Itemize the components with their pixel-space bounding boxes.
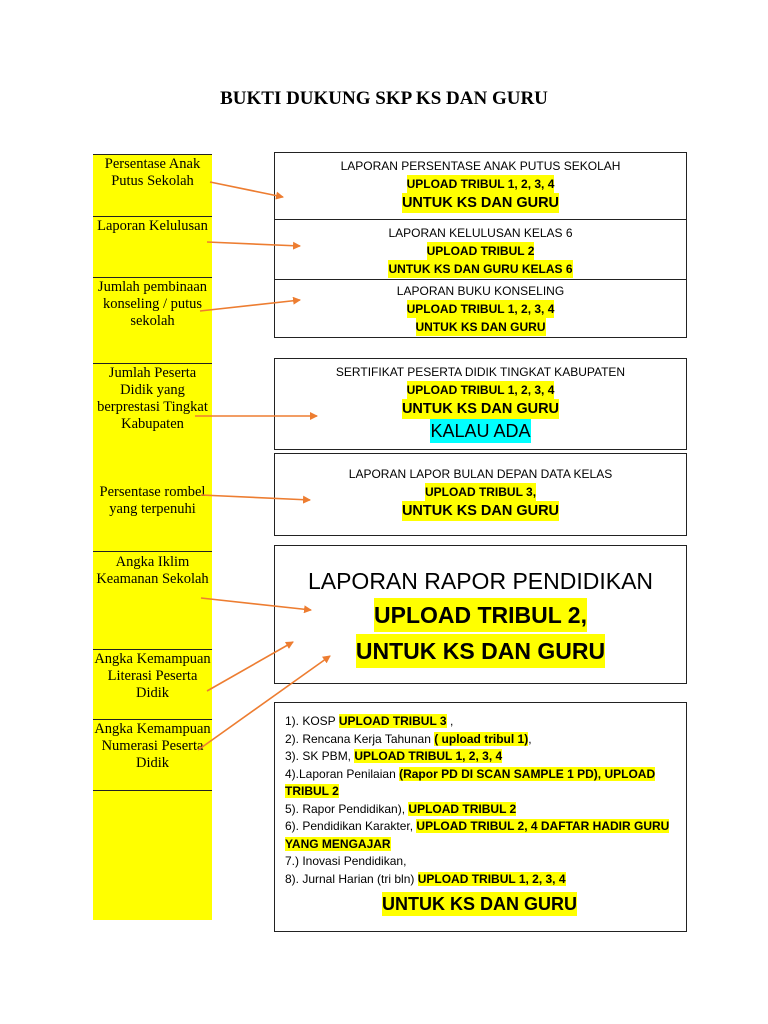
upload-label: UPLOAD TRIBUL 2,	[374, 598, 587, 632]
list-item: 5). Rapor Pendidikan), UPLOAD TRIBUL 2	[285, 801, 517, 816]
left-item-konseling: Jumlah pembinaan konseling / putus sekolah	[93, 277, 212, 363]
page-title: BUKTI DUKUNG SKP KS DAN GURU	[220, 88, 548, 109]
box-title: LAPORAN BUKU KONSELING	[396, 284, 565, 298]
box-title: LAPORAN LAPOR BULAN DEPAN DATA KELAS	[348, 467, 613, 481]
audience-label: UNTUK KS DAN GURU	[415, 320, 546, 334]
box-title: LAPORAN RAPOR PENDIDIKAN	[307, 568, 654, 594]
upload-label: UPLOAD TRIBUL 2	[426, 244, 535, 258]
arrow-iklim-keamanan	[201, 598, 311, 610]
arrow-kelulusan	[207, 242, 300, 246]
box-title: LAPORAN KELULUSAN KELAS 6	[388, 226, 573, 240]
arrow-numerasi	[198, 656, 330, 750]
note-label: KALAU ADA	[430, 421, 531, 441]
audience-label: UNTUK KS DAN GURU	[401, 503, 560, 519]
arrow-literasi	[207, 642, 293, 691]
final-audience-label: UNTUK KS DAN GURU	[382, 894, 577, 914]
upload-label: UPLOAD TRIBUL 1, 2, 3, 4	[406, 177, 555, 191]
list-item: 8). Jurnal Harian (tri bln) UPLOAD TRIBUL 1, 2, 3, 4	[285, 871, 566, 886]
list-item: 4).Laporan Penilaian (Rapor PD DI SCAN SAMPLE 1 PD), UPLOAD TRIBUL 2	[285, 766, 656, 798]
audience-label: UNTUK KS DAN GURU	[401, 195, 560, 211]
list-item: 6). Pendidikan Karakter, UPLOAD TRIBUL 2, 4 DAFTAR HADIR GURU YANG MENGAJAR	[285, 819, 670, 851]
arrow-putus-sekolah	[210, 182, 283, 197]
left-item-numerasi: Angka Kemampuan Numerasi Peserta Didik	[93, 719, 212, 791]
upload-label: UPLOAD TRIBUL 1, 2, 3, 4	[406, 302, 555, 316]
box-title: SERTIFIKAT PESERTA DIDIK TINGKAT KABUPATEN	[335, 365, 626, 379]
audience-label: UNTUK KS DAN GURU	[356, 634, 605, 668]
arrow-konseling	[200, 300, 300, 311]
audience-label: UNTUK KS DAN GURU	[401, 401, 560, 417]
list-item: 1). KOSP UPLOAD TRIBUL 3 ,	[285, 714, 454, 728]
left-item-literasi: Angka Kemampuan Literasi Peserta Didik	[93, 649, 212, 719]
upload-label: UPLOAD TRIBUL 1, 2, 3, 4	[406, 383, 555, 397]
left-item-iklim-keamanan: Angka Iklim Keamanan Sekolah	[93, 551, 212, 649]
left-item-kelulusan: Laporan Kelulusan	[93, 216, 212, 277]
upload-label: UPLOAD TRIBUL 3,	[424, 485, 537, 499]
left-item-berprestasi: Jumlah Peserta Didik yang berprestasi Tingkat Kabupaten	[93, 363, 212, 465]
arrow-rombel	[201, 495, 310, 500]
list-item: 7.) Inovasi Pendidikan,	[285, 854, 407, 868]
list-item: 2). Rencana Kerja Tahunan ( upload tribul 1),	[285, 731, 532, 746]
list-item: 3). SK PBM, UPLOAD TRIBUL 1, 2, 3, 4	[285, 749, 503, 763]
left-item-rombel: Persentase rombel yang terpenuhi	[99, 484, 206, 517]
box-title: LAPORAN PERSENTASE ANAK PUTUS SEKOLAH	[340, 159, 621, 173]
audience-label: UNTUK KS DAN GURU KELAS 6	[388, 262, 573, 276]
left-item-putus-sekolah: Persentase Anak Putus Sekolah	[93, 154, 212, 216]
